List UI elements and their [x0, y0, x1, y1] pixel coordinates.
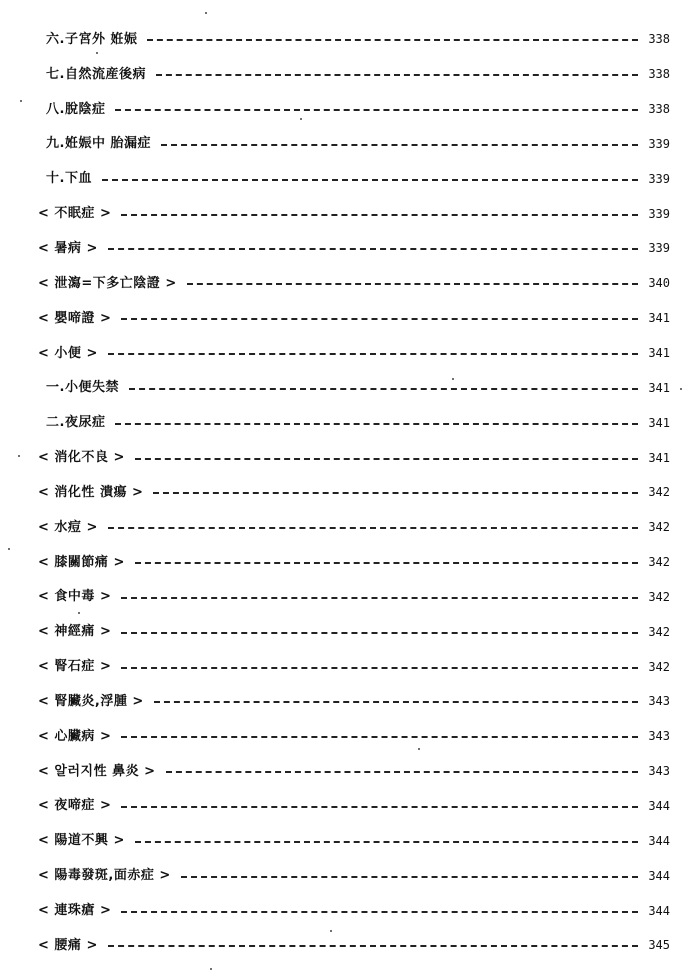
toc-entry-page-number: 344 — [648, 833, 670, 848]
toc-entry-page-number: 342 — [648, 520, 670, 535]
toc-entry-title: < 連珠瘡 > — [38, 903, 112, 919]
toc-entry-page-number: 341 — [648, 346, 670, 361]
toc-entry-title: < 陽毒發斑,面赤症 > — [38, 868, 171, 884]
toc-entry-title: < 알러지性 鼻炎 > — [38, 763, 156, 779]
scan-speck — [300, 118, 302, 120]
toc-entry-page-number: 339 — [648, 136, 670, 151]
toc-entry — [38, 545, 670, 580]
scan-speck — [18, 455, 20, 457]
dotted-leader — [147, 39, 638, 41]
toc-entry — [38, 440, 670, 475]
toc-entry-title: < 心臟病 > — [38, 728, 112, 744]
toc-entry — [38, 719, 670, 754]
dotted-leader — [121, 736, 638, 738]
toc-entry — [38, 789, 670, 824]
scan-speck — [330, 930, 332, 932]
toc-entry — [38, 336, 670, 371]
scan-speck — [20, 100, 22, 102]
toc-entry-page-number: 344 — [648, 903, 670, 918]
toc-entry — [38, 823, 670, 858]
toc-entry-page-number: 341 — [648, 450, 670, 465]
dotted-leader — [166, 771, 638, 773]
toc-entry-title: < 神經痛 > — [38, 624, 112, 640]
toc-entry — [38, 614, 670, 649]
table-of-contents — [38, 22, 670, 963]
toc-entry-page-number: 338 — [648, 67, 670, 82]
dotted-leader — [154, 701, 638, 703]
scan-speck — [210, 968, 212, 970]
toc-entry — [38, 893, 670, 928]
dotted-leader — [102, 179, 638, 181]
toc-entry-title: 一.小便失禁 — [46, 380, 119, 396]
toc-entry-page-number: 339 — [648, 206, 670, 221]
toc-entry — [38, 928, 670, 963]
toc-entry-page-number: 343 — [648, 729, 670, 744]
toc-entry — [38, 684, 670, 719]
toc-entry-title: < 小便 > — [38, 345, 98, 361]
dotted-leader — [135, 841, 638, 843]
toc-entry-page-number: 341 — [648, 415, 670, 430]
dotted-leader — [121, 911, 638, 913]
toc-entry-page-number: 343 — [648, 694, 670, 709]
dotted-leader — [121, 214, 638, 216]
toc-entry-title: 二.夜尿症 — [46, 415, 106, 431]
toc-entry-title: 八.脫陰症 — [46, 101, 106, 117]
dotted-leader — [121, 806, 638, 808]
dotted-leader — [135, 562, 638, 564]
toc-entry-title: < 腎臟炎,浮腫 > — [38, 693, 144, 709]
toc-entry-page-number: 342 — [648, 589, 670, 604]
toc-entry — [38, 57, 670, 92]
toc-entry — [38, 301, 670, 336]
toc-entry-page-number: 342 — [648, 485, 670, 500]
toc-entry-title: < 泄瀉=下多亡陰證 > — [38, 275, 177, 291]
dotted-leader — [115, 109, 638, 111]
scan-speck — [418, 748, 420, 750]
dotted-leader — [121, 667, 638, 669]
toc-entry-title: 九.姙娠中 胎漏症 — [46, 136, 151, 152]
toc-entry-title: < 水痘 > — [38, 519, 98, 535]
toc-entry-page-number: 340 — [648, 276, 670, 291]
toc-entry — [38, 405, 670, 440]
toc-entry-title: 七.自然流産後病 — [46, 66, 146, 82]
toc-entry — [38, 161, 670, 196]
toc-entry — [38, 22, 670, 57]
toc-entry-title: < 不眠症 > — [38, 206, 112, 222]
toc-entry — [38, 92, 670, 127]
dotted-leader — [121, 318, 638, 320]
toc-entry-page-number: 338 — [648, 102, 670, 117]
toc-entry-title: < 消化性 潰瘍 > — [38, 484, 144, 500]
toc-entry — [38, 580, 670, 615]
dotted-leader — [129, 388, 638, 390]
toc-entry-page-number: 344 — [648, 868, 670, 883]
scan-speck — [8, 548, 10, 550]
dotted-leader — [161, 144, 638, 146]
toc-entry-page-number: 342 — [648, 555, 670, 570]
dotted-leader — [115, 423, 638, 425]
toc-entry — [38, 196, 670, 231]
toc-entry-title: 十.下血 — [46, 171, 92, 187]
toc-entry-title: < 消化不良 > — [38, 450, 125, 466]
dotted-leader — [108, 248, 638, 250]
dotted-leader — [156, 74, 638, 76]
toc-entry-title: < 膝關節痛 > — [38, 554, 125, 570]
toc-entry-page-number: 344 — [648, 798, 670, 813]
dotted-leader — [153, 492, 638, 494]
toc-entry-title: < 食中毒 > — [38, 589, 112, 605]
toc-entry-title: < 嬰啼證 > — [38, 310, 112, 326]
dotted-leader — [121, 632, 638, 634]
toc-entry-page-number: 342 — [648, 659, 670, 674]
toc-entry — [38, 127, 670, 162]
toc-entry-page-number: 339 — [648, 241, 670, 256]
toc-entry — [38, 510, 670, 545]
toc-entry-page-number: 342 — [648, 624, 670, 639]
toc-entry — [38, 370, 670, 405]
scan-speck — [205, 12, 207, 14]
scan-speck — [96, 52, 98, 54]
dotted-leader — [108, 945, 638, 947]
dotted-leader — [187, 283, 638, 285]
toc-entry-title: < 腰痛 > — [38, 937, 98, 953]
dotted-leader — [135, 458, 638, 460]
dotted-leader — [108, 527, 638, 529]
toc-entry-title: < 腎石症 > — [38, 659, 112, 675]
toc-entry-page-number: 338 — [648, 32, 670, 47]
toc-entry-page-number: 343 — [648, 764, 670, 779]
toc-entry — [38, 231, 670, 266]
dotted-leader — [181, 876, 638, 878]
scan-speck — [680, 388, 682, 390]
toc-entry — [38, 858, 670, 893]
toc-entry — [38, 475, 670, 510]
toc-entry-title: < 夜啼症 > — [38, 798, 112, 814]
toc-entry-page-number: 345 — [648, 938, 670, 953]
scan-speck — [78, 612, 80, 614]
toc-entry-title: < 暑病 > — [38, 240, 98, 256]
toc-entry — [38, 266, 670, 301]
toc-entry-page-number: 339 — [648, 171, 670, 186]
toc-entry — [38, 754, 670, 789]
toc-entry — [38, 649, 670, 684]
toc-entry-page-number: 341 — [648, 380, 670, 395]
scan-speck — [452, 378, 454, 380]
toc-entry-page-number: 341 — [648, 311, 670, 326]
toc-entry-title: < 陽道不興 > — [38, 833, 125, 849]
dotted-leader — [121, 597, 638, 599]
toc-entry-title: 六.子宮外 姙娠 — [46, 31, 138, 47]
dotted-leader — [108, 353, 638, 355]
